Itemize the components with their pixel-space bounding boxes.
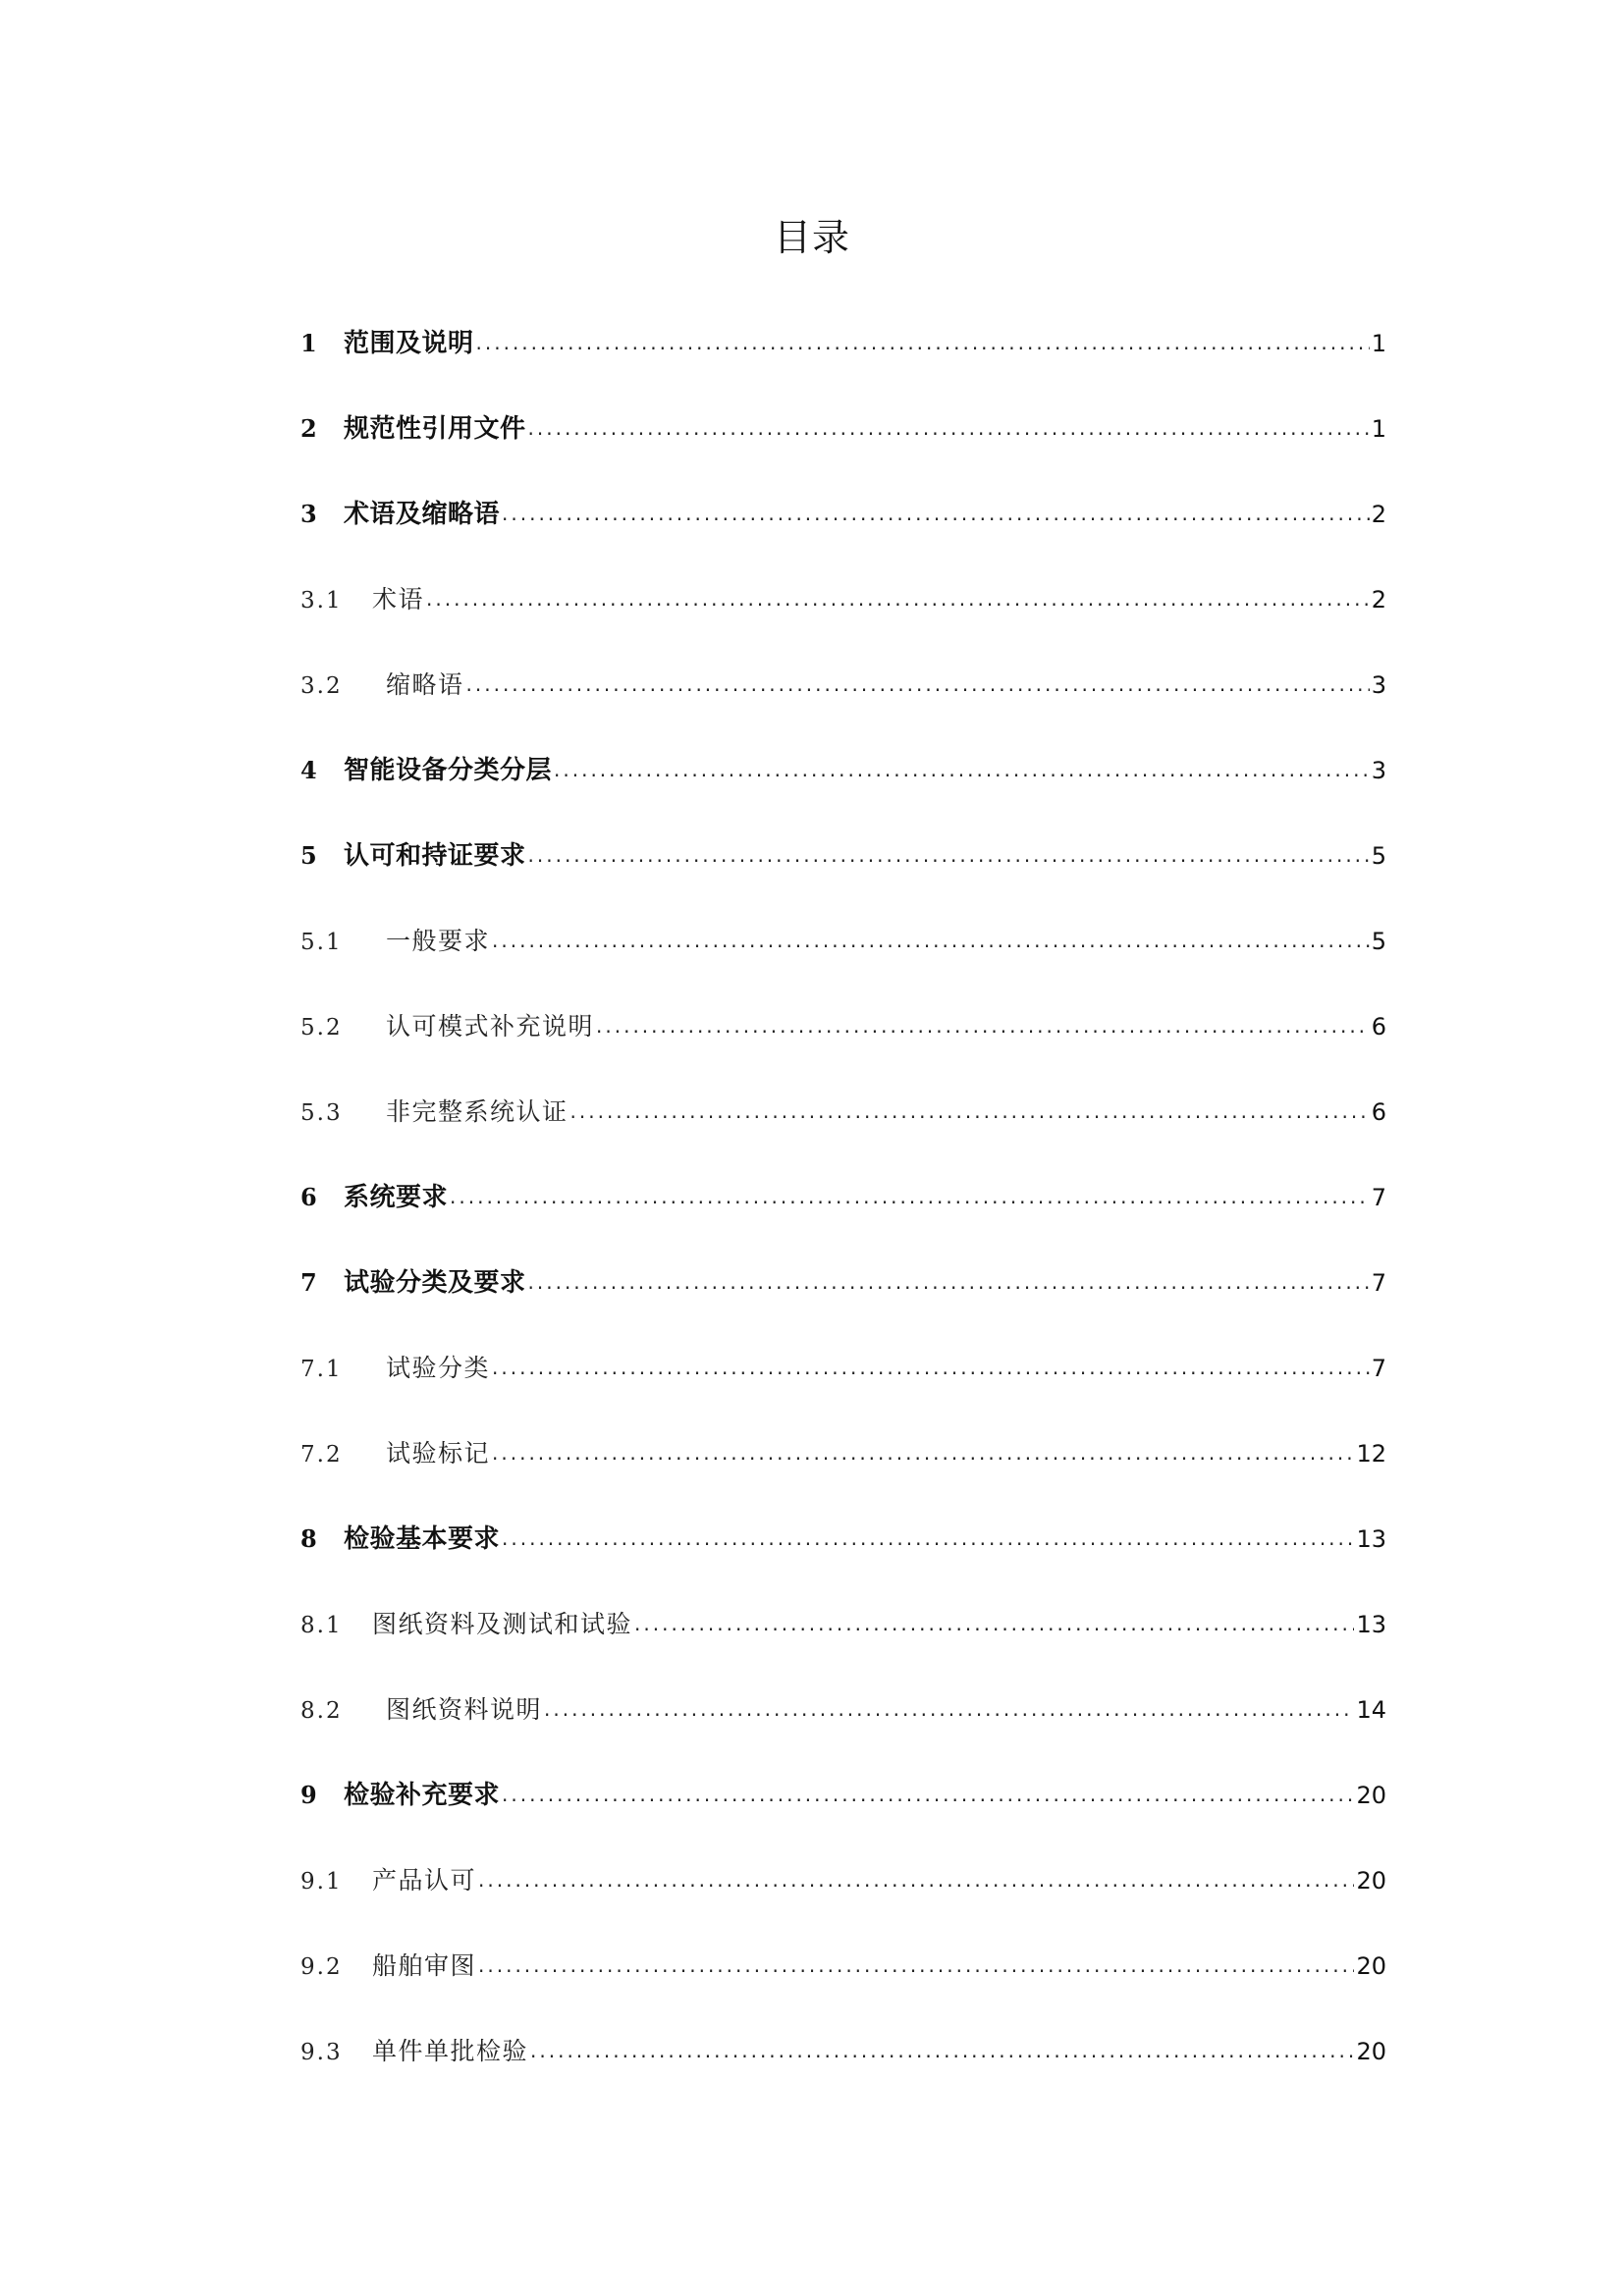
toc-entry-number: 5.2 xyxy=(300,1015,343,1041)
toc-entry-page: 3 xyxy=(1371,671,1386,699)
toc-entry-number: 6 xyxy=(300,1183,317,1211)
toc-entry[interactable] xyxy=(300,827,1386,912)
toc-entry-page: 2 xyxy=(1371,501,1386,528)
toc-title: 目录 xyxy=(773,216,850,259)
table-of-contents xyxy=(300,314,1386,2108)
toc-entry-number: 7.1 xyxy=(300,1357,343,1382)
toc-entry[interactable] xyxy=(300,1851,1386,1937)
dot-leader xyxy=(596,996,1370,1055)
dot-leader xyxy=(450,1167,1370,1226)
dot-leader xyxy=(528,399,1370,457)
toc-entry[interactable] xyxy=(300,1937,1386,2022)
toc-entry-number: 4 xyxy=(300,756,317,784)
toc-entry-title: 图纸资料及测试和试验 xyxy=(372,1610,633,1638)
dot-leader xyxy=(544,1680,1354,1738)
dot-leader xyxy=(492,911,1370,970)
toc-entry-title: 认可模式补充说明 xyxy=(386,1012,595,1041)
toc-entry-page: 2 xyxy=(1371,586,1386,614)
toc-entry-title: 试验分类 xyxy=(386,1354,491,1382)
toc-entry-number: 7.2 xyxy=(300,1442,343,1468)
toc-entry-title: 单件单批检验 xyxy=(372,2037,529,2065)
dot-leader xyxy=(476,313,1370,372)
toc-entry-number: 3.1 xyxy=(300,588,343,614)
toc-entry-page: 12 xyxy=(1356,1440,1386,1468)
toc-entry-title: 船舶审图 xyxy=(372,1951,477,1980)
dot-leader xyxy=(502,1765,1354,1824)
dot-leader xyxy=(554,740,1370,799)
toc-entry-page: 20 xyxy=(1356,2038,1386,2065)
toc-entry-page: 1 xyxy=(1371,415,1386,443)
toc-entry[interactable] xyxy=(300,570,1386,656)
toc-entry-number: 3 xyxy=(300,500,317,528)
toc-entry[interactable] xyxy=(300,1510,1386,1595)
toc-entry[interactable] xyxy=(300,997,1386,1083)
dot-leader xyxy=(492,1423,1354,1482)
dot-leader xyxy=(502,1509,1354,1568)
toc-entry-page: 20 xyxy=(1356,1952,1386,1980)
toc-entry-number: 8.1 xyxy=(300,1613,343,1638)
dot-leader xyxy=(634,1594,1354,1653)
toc-entry-number: 5.3 xyxy=(300,1100,343,1126)
toc-entry-title: 术语 xyxy=(372,585,425,614)
toc-entry-number: 9.3 xyxy=(300,2040,343,2065)
toc-entry-page: 14 xyxy=(1356,1696,1386,1724)
toc-entry-title: 产品认可 xyxy=(372,1866,477,1895)
toc-entry-title: 术语及缩略语 xyxy=(344,500,501,529)
toc-entry-page: 7 xyxy=(1371,1355,1386,1382)
toc-entry-number: 1 xyxy=(300,329,317,357)
toc-entry-title: 认可和持证要求 xyxy=(344,841,526,871)
toc-entry[interactable] xyxy=(300,400,1386,485)
toc-entry[interactable] xyxy=(300,1339,1386,1424)
toc-entry-title: 试验标记 xyxy=(386,1439,491,1468)
toc-entry-title: 检验基本要求 xyxy=(344,1524,501,1554)
toc-entry-number: 8 xyxy=(300,1524,317,1553)
dot-leader xyxy=(528,1253,1370,1311)
toc-entry[interactable] xyxy=(300,2022,1386,2108)
toc-entry-title: 系统要求 xyxy=(344,1183,449,1212)
toc-entry-number: 9 xyxy=(300,1781,317,1809)
toc-entry-number: 9.2 xyxy=(300,1954,343,1980)
toc-entry[interactable] xyxy=(300,741,1386,827)
dot-leader xyxy=(530,2021,1354,2080)
toc-entry[interactable] xyxy=(300,1254,1386,1339)
toc-entry-number: 9.1 xyxy=(300,1869,343,1895)
toc-entry[interactable] xyxy=(300,1681,1386,1766)
toc-entry-page: 6 xyxy=(1371,1013,1386,1041)
dot-leader xyxy=(570,1082,1370,1141)
toc-entry[interactable] xyxy=(300,1168,1386,1254)
dot-leader xyxy=(528,826,1370,884)
toc-entry-page: 5 xyxy=(1371,928,1386,955)
toc-entry-page: 3 xyxy=(1371,757,1386,784)
toc-entry-title: 试验分类及要求 xyxy=(344,1268,526,1298)
toc-entry-title: 图纸资料说明 xyxy=(386,1695,543,1724)
toc-entry-page: 20 xyxy=(1356,1867,1386,1895)
toc-entry-number: 5.1 xyxy=(300,930,343,955)
toc-entry-number: 8.2 xyxy=(300,1698,343,1724)
toc-entry-number: 5 xyxy=(300,841,317,870)
toc-entry-number: 3.2 xyxy=(300,673,343,699)
dot-leader xyxy=(426,569,1370,628)
dot-leader xyxy=(466,655,1370,714)
toc-entry-title: 检验补充要求 xyxy=(344,1781,501,1810)
toc-entry-number: 7 xyxy=(300,1268,317,1297)
dot-leader xyxy=(502,484,1370,543)
toc-entry-page: 20 xyxy=(1356,1782,1386,1809)
toc-entry-title: 范围及说明 xyxy=(344,329,474,358)
toc-entry-page: 13 xyxy=(1356,1611,1386,1638)
toc-entry[interactable] xyxy=(300,912,1386,997)
toc-entry[interactable] xyxy=(300,1424,1386,1510)
dot-leader xyxy=(478,1936,1354,1995)
toc-entry-title: 规范性引用文件 xyxy=(344,414,526,444)
toc-entry-page: 1 xyxy=(1371,330,1386,357)
toc-entry[interactable] xyxy=(300,1595,1386,1681)
toc-entry-page: 13 xyxy=(1356,1525,1386,1553)
dot-leader xyxy=(492,1338,1370,1397)
toc-entry-number: 2 xyxy=(300,414,317,443)
toc-entry-title: 非完整系统认证 xyxy=(386,1097,568,1126)
toc-entry[interactable] xyxy=(300,656,1386,741)
toc-entry[interactable] xyxy=(300,1083,1386,1168)
toc-entry-page: 5 xyxy=(1371,842,1386,870)
toc-entry-page: 7 xyxy=(1371,1184,1386,1211)
toc-entry[interactable] xyxy=(300,485,1386,570)
dot-leader xyxy=(478,1850,1354,1909)
toc-entry[interactable] xyxy=(300,1766,1386,1851)
toc-entry-page: 6 xyxy=(1371,1098,1386,1126)
toc-entry-page: 7 xyxy=(1371,1269,1386,1297)
toc-entry-title: 智能设备分类分层 xyxy=(344,756,553,785)
toc-entry[interactable] xyxy=(300,314,1386,400)
toc-entry-title: 缩略语 xyxy=(386,670,464,699)
toc-entry-title: 一般要求 xyxy=(386,927,491,955)
